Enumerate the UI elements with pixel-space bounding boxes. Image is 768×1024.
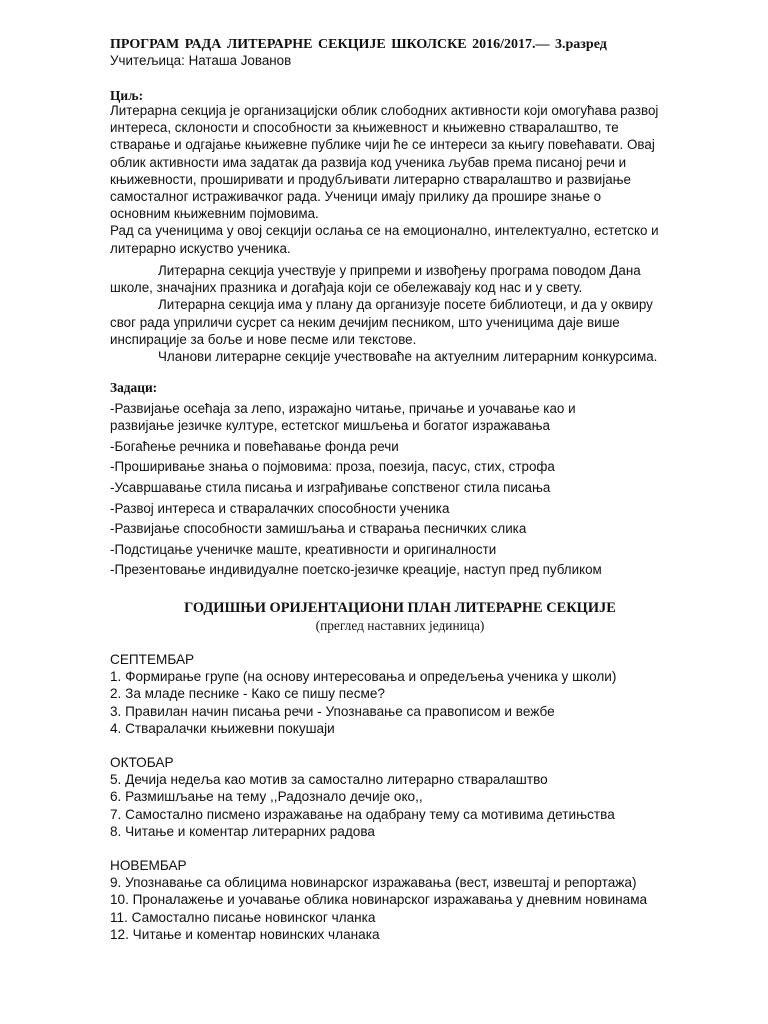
teacher-name: Учитељица: Наташа Јованов (110, 53, 292, 68)
task-item (110, 400, 690, 434)
task-item (110, 500, 690, 517)
goal-line: књижевности, проширивати и продубљивати литерарно стваралаштво и развијање (110, 171, 631, 187)
task-item (110, 458, 690, 475)
document-title: ПРОГРАМ РАДА ЛИТЕРАРНЕ СЕКЦИЈЕ ШКОЛСКЕ 2016/2017.— 3.разред (110, 37, 607, 52)
activity-line: Чланови литерарне секције учествоваће на актуелним литерарним конкурсима. (158, 349, 658, 365)
goal-line: литерарно искуство ученика. (110, 240, 291, 256)
goal-line: Литерарна секција је организацијски облик слободних активности који омогућава развој (110, 103, 659, 118)
task-line: -Богаћење речника и повећавање фонда речи (110, 438, 399, 454)
task-item (110, 520, 690, 537)
goal-line: стварање и одгајање књижевне публике чији ће се интереси за књигу повећавати. Овај (110, 137, 655, 153)
monthly-plan (110, 651, 690, 960)
activity-line: инспирације за боље и нове песме или текстове. (110, 331, 417, 347)
lesson-unit: 8. Читање и коментар литерарних радова (110, 823, 375, 839)
task-line: -Развијање осећаја за лепо, изражајно читање, причање и уочавање као и (110, 401, 576, 416)
task-item (110, 541, 690, 558)
goal-paragraph (110, 102, 690, 257)
activity-line: свог рада уприличи сусрет са неким дечијим песником, што ученицима даје више (110, 314, 620, 330)
lesson-unit: 12. Читање и коментар новинских чланака (110, 926, 380, 942)
month-name: НОВЕМБАР (110, 858, 187, 874)
lesson-unit: 4. Стваралачки књижевни покушаји (110, 720, 335, 736)
goal-line: Рад са ученицима у овој секцији ослања се на емоционално, интелектуално, естетско и (110, 223, 659, 239)
plan-subtitle: (преглед наставних јединица) (315, 618, 485, 634)
activities-paragraph (110, 262, 690, 365)
task-item (110, 561, 690, 578)
lesson-unit: 3. Правилан начин писања речи - Упознавање са правописом и вежбе (110, 703, 555, 719)
goal-line: интереса, склоности и способности за књижевност и књижевно стваралаштво, те (110, 120, 619, 136)
task-line: -Развијање способности замишљања и стварања песничких слика (110, 521, 527, 537)
goal-line: облик активности има задатак да развија код ученика љубав према писаној речи и (110, 154, 627, 170)
plan-header (110, 600, 690, 634)
lesson-unit: 2. За младе песнике - Како се пишу песме? (110, 686, 385, 702)
month-name: СЕПТЕМБАР (110, 652, 195, 667)
task-line: -Презентовање индивидуалне поетско-језичке креације, наступ пред публиком (110, 562, 602, 578)
lesson-unit: 7. Самостално писмено изражавање на одабрану тему са мотивима детињства (110, 806, 615, 822)
task-item (110, 438, 690, 455)
plan-title: ГОДИШЊИ ОРИЈЕНТАЦИОНИ ПЛАН ЛИТЕРАРНЕ СЕКЦИЈЕ (184, 600, 616, 616)
lesson-unit: 6. Размишљање на тему ,,Радознало дечије око,, (110, 789, 423, 805)
lesson-unit: 11. Самостално писање новинског чланка (110, 909, 376, 925)
goal-line: основним књижевним појмовима. (110, 206, 319, 222)
month-section (110, 754, 690, 840)
goal-heading: Циљ: (110, 88, 144, 103)
month-section (110, 651, 690, 737)
month-section (110, 857, 690, 943)
lesson-unit: 5. Дечија недеља као мотив за самостално литерарно стваралаштво (110, 772, 548, 788)
task-line: развијање језичке културе, естетског мишљења и богатог изражавања (110, 418, 550, 434)
task-line: -Развој интереса и стваралачких способности ученика (110, 500, 450, 516)
task-line: -Проширивање знања о појмовима: проза, поезија, пасус, стих, строфа (110, 459, 555, 475)
goal-line: самосталног истраживачког рада. Ученици имају прилику да прошире знање о (110, 189, 602, 205)
task-item (110, 479, 690, 496)
tasks-list (110, 400, 690, 582)
activity-line: Литерарна секција има у плану да организује посете библиотеци, и да у оквиру (158, 297, 653, 313)
lesson-unit: 9. Упознавање са облицима новинарског изражавања (вест, извештај и репортажа) (110, 875, 637, 891)
task-line: -Подстицање ученичке маште, креативности и оригиналности (110, 541, 497, 557)
activity-line: Литерарна секција учествује у припреми и извођењу програма поводом Дана (158, 263, 641, 278)
lesson-unit: 1. Формирање групе (на основу интересовања и опредељења ученика у школи) (110, 669, 617, 685)
activity-line: школе, значајних празника и догађаја који се обележавају код нас и у свету. (110, 280, 583, 296)
month-name: ОКТОБАР (110, 755, 174, 771)
task-line: -Усавршавање стила писања и изграђивање сопственог стила писања (110, 479, 551, 495)
tasks-heading: Задаци: (110, 380, 158, 395)
lesson-unit: 10. Проналажење и уочавање облика новинарског изражавања у дневним новинама (110, 892, 648, 908)
